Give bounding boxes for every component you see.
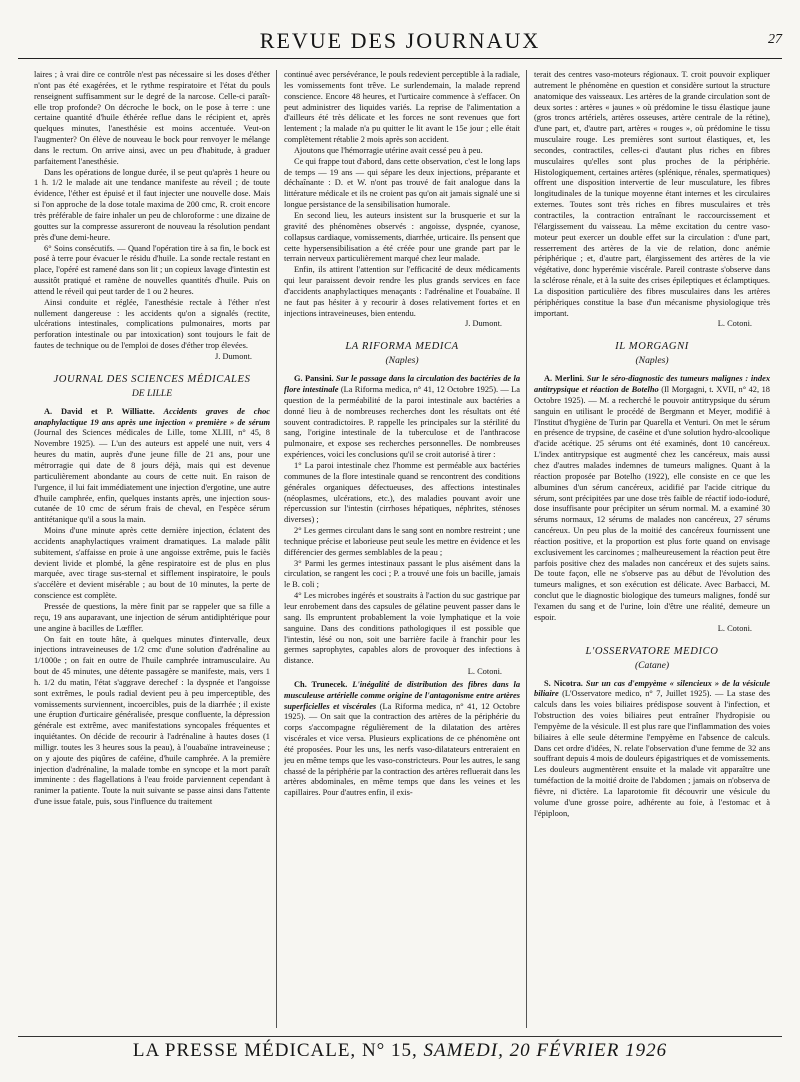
article-title: L'inégalité de distribution des fibres dans la musculeuse artérielle comme origine de l'antagonisme entre artères superficielles et viscérales bbox=[284, 679, 520, 711]
footer-date: SAMEDI, 20 FÉVRIER 1926 bbox=[423, 1040, 668, 1061]
article-title: Sur le passage dans la circulation des bactéries de la flore intestinale bbox=[284, 374, 520, 395]
paragraph: terait des centres vaso-moteurs régionaux. T. croit pouvoir expliquer autrement le phénomène en question et considère surtout la structure anatomique des vaisseaux. Les artères de la grande circulation sont de deux sortes : artères « jaunes » où prédomine le tissu élastique jaune (gros troncs artériels, artères osseuses, artère centrale de la rétine), d'une part, et, d'autre part, artères « rouges », où prédomine le tissu musculaire rouge. Les premières sont surtout élastiques, et, les secondes, contractiles, celles-ci d'autant plus riches en fibres musculaires qu'elles sont plus proches de la périphérie. Histologiquement, certaines artères (splénique, rénales, spermatiques) offrent une disposition intervertie de leur musculature, les fibres longitudinales de la tunique moyenne étant internes et les circulaires externes. Toutes sont très riches en fibres musculaires et très contractiles, la contraction entraînant le raccourcissement et l'élargissement du vaisseau. La même excitation du centre vaso-moteur peut exercer un double effet sur la circulation : d'une part, resserrement des artères de la vie de relation, donc anémie périphérique ; et, d'autre part, élargissement des artères de la vie végétative, donc hyperémie viscérale. Pareil contraste s'observe dans la sclérose rénale, et à la suite des crises épileptiques et éclamptiques. La disposition particulière des fibres musculaires dans les artères périphériques constitue la base d'un mécanisme physiologique très important. bbox=[534, 70, 770, 318]
article-columns bbox=[34, 70, 770, 1028]
paragraph: En second lieu, les auteurs insistent sur la brusquerie et sur la gravité des phénomènes observés : angoisse, dyspnée, cyanose, collapsus cardiaque, vomissements, diarrhée, urticaire. Ils pensent que cette hypersensibilisation a été créée pour une grande part par le terrain nerveux particulièrement marqué chez leur malade. bbox=[284, 210, 520, 264]
journal-heading: JOURNAL DES SCIENCES MÉDICALES bbox=[53, 373, 251, 385]
conclusion-item: 4° Les microbes ingérés et soustraits à l'action du suc gastrique par leur enrobement dans des capsules de gélatine peuvent passer dans le sang. Ils empruntent probablement la voie lymphatique et la voie sanguine. Dans des conditions pathologiques il est possible que l'intestin, lésé ou non, soit une barrière facile à franchir pour les germes saprophytes, capables alors de provoquer des infections à distance. bbox=[284, 591, 520, 666]
article-title: Accidents graves de choc anaphylactique 19 ans après une injection « première » de sérum bbox=[34, 406, 270, 427]
author-signature: L. Cotoni. bbox=[717, 319, 752, 329]
article-body: (La Riforma medica, n° 41, 12 Octobre 1925). — La question de la perméabilité de la paroi intestinale aux bactéries a donné lieu à de nombreuses recherches dont les résultats ont été souvent contradictoires. P. rappelle les principales sur la stérilité du sang, l'origine intestinale de la tuberculose et de l'anthracose pulmonaire, et expose ses recherches personnelles. De nombreuses expériences, voici les conclusions qu'il se croit autorisé à tirer : bbox=[284, 385, 520, 460]
page-header bbox=[18, 24, 782, 56]
article-title: Sur un cas d'empyème « silencieux » de la vésicule biliaire bbox=[534, 678, 770, 699]
paragraph: Ainsi conduite et réglée, l'anesthésie rectale à l'éther n'est nullement dangereuse : les accidents qu'on a signalés (rectite, ulcérations intestinales, complications pulmonaires, morts par perforation intestinale ou par intoxication) sont toujours le fait de fautes de technique ou de l'emploi de doses d'éther trop élevées. bbox=[34, 297, 270, 351]
footer-rule bbox=[18, 1036, 782, 1037]
paragraph: Enfin, ils attirent l'attention sur l'efficacité de deux médicaments qui leur paraissent devoir rendre les plus grands services en face d'accidents anaphylactiques menaçants : l'adrénaline et l'ouabaïne. Il ne faut pas hésiter à y recourir à doses relativement fortes et en injections intraveineuses, bien entendu. bbox=[284, 265, 520, 318]
paragraph: 6° Soins consécutifs. — Quand l'opération tire à sa fin, le bock est posé à terre pour évacuer le résidu d'huile. La sonde rectale restant en place, l'opéré est ramené dans son lit ; un copieux lavage d'intestin est aussitôt pratiqué et ramène de nouvelles quantités d'huile. Puis on attend le réveil qui peut tarder de 1 ou 2 heures. bbox=[34, 243, 270, 296]
article-abstract bbox=[34, 407, 270, 526]
article-authors: S. Nicotra. bbox=[544, 678, 583, 688]
article-abstract bbox=[534, 374, 770, 623]
paragraph: Ajoutons que l'hémorragie utérine avait cessé peu à peu. bbox=[294, 145, 483, 155]
column-2 bbox=[284, 70, 520, 1028]
article-body: (L'Osservatore medico, n° 7, Juillet 1925). — La stase des calculs dans les voies biliaires prédispose souvent à l'infection, et l'obstruction des voies biliaires peut entraîner l'hydropisie ou l'empyème de la vésicule. Il est plus rare que l'inflammation des voies biliaires à elle seule détermine l'empyème en l'absence de calculs. Dans cet ordre d'idées, N. relate l'observation d'une femme de 32 ans souffrant depuis 4 mois de douleurs épigastriques et de vomissements. Les douleurs augmentèrent ensuite et la malade vit apparaître une tuméfaction de la moitié droite de l'abdomen ; jamais on n'observa de fièvre, ni d'ictère. La laparotomie fit découvrir une vésicule du volume d'une grosse poire, adhérente au foie, à l'estomac et à l'épiploon, bbox=[534, 689, 770, 818]
article-title: Sur le séro-diagnostic des tumeurs malignes : index antitrypsique et réaction de Botelho bbox=[534, 374, 770, 395]
paragraph: Pressée de questions, la mère finit par se rappeler que sa fille a reçu, 19 ans auparavant, une injection de sérum antidiphtérique pour une angine à bacilles de Lœffler. bbox=[34, 601, 270, 633]
article-authors: G. Pansini. bbox=[294, 374, 334, 384]
journal-heading: L'OSSERVATORE MEDICO bbox=[585, 645, 719, 657]
journal-city: (Naples) bbox=[635, 355, 669, 367]
footer-journal: LA PRESSE MÉDICALE, bbox=[132, 1040, 357, 1061]
article-authors: A. Merlini. bbox=[544, 374, 584, 384]
conclusion-item: 3° Parmi les germes intestinaux passant le plus aisément dans la circulation, se rangent les coci ; P. a trouvé une fois un bacille, jamais le B. coli ; bbox=[284, 558, 520, 590]
author-signature: J. Dumont. bbox=[465, 319, 502, 329]
article-authors: Ch. Trunecek. bbox=[294, 679, 348, 689]
author-signature: L. Cotoni. bbox=[467, 667, 502, 677]
paragraph: Moins d'une minute après cette dernière injection, éclatent des accidents anaphylactiques vraiment dramatiques. La malade pâlit subitement, s'affaisse en proie à une angoisse extrême, puis le faciès devient livide et plombé, la gêne respiratoire est de plus en plus marquée, avec tirage sus-sternal et sifflement inspiratoire, le pouls s'accélère et devient misérable ; au bout de 10 minutes, la perte de conscience est complète. bbox=[34, 526, 270, 601]
running-title: REVUE DES JOURNAUX bbox=[259, 28, 541, 53]
page-number: 27 bbox=[768, 32, 782, 47]
paragraph: laires ; à vrai dire ce contrôle n'est pas nécessaire si les doses d'éther n'ont pas été exagérées, et le rythme respiratoire et l'état du pouls renseignent suffisamment sur le degré de la narcose. Celle-ci paraît-elle trop profonde? On décroche le bock, on le pose à terre : une certaine quantité d'huile éthérée reflue dans le récipient et, après quelques minutes, l'anesthésie est moins accentuée. Veut-on l'augmenter? On élève de nouveau le bock pour renvoyer le mélange dans le rectum. On arrive ainsi, avec un peu d'habitude, à graduer parfaitement l'anesthésie. bbox=[34, 70, 270, 166]
author-signature: L. Cotoni. bbox=[717, 623, 752, 633]
page-footer bbox=[0, 1040, 800, 1062]
column-3 bbox=[534, 70, 770, 1028]
paragraph: On fait en toute hâte, à quelques minutes d'intervalle, deux injections intraveineuses de 1/2 cmc d'une solution d'adrénaline au 1/1000e ; on fait en outre de l'huile camphrée intramusculaire. Au bout de 45 minutes, une détente passagère se manifeste, mais, vers 1 h. 1/2 du matin, l'état s'aggrave derechef : la dyspnée et l'angoisse sont extrêmes, le pouls radial devient peu à peu imperceptible, des vomissements surviennent, incoercibles, puis de la diarrhée ; il existe une éruption d'urticaire généralisée, presque confluente, la dépression générale est extrême, avec manifestations syncopales fréquentes et inquiétantes. On décide de recourir à l'adrénaline à hautes doses (1 milligr. toutes les 3 heures sous la peau), à l'ouabaïne intraveineuse ; on y ajoute des piqûres de caféine, d'huile camphrée. A la première injection d'adrénaline, la malade tombe en syncope et la mort paraît imminente : des flagellations à l'eau froide parviennent cependant à ranimer la patiente. Toute la nuit suivante se passe ainsi dans l'attente d'une issue fatale, puis, sous l'influence du traitement bbox=[34, 634, 270, 807]
article-authors: A. David et P. Williatte. bbox=[44, 406, 155, 416]
author-signature: J. Dumont. bbox=[215, 351, 252, 361]
article-abstract bbox=[284, 680, 520, 799]
journal-city: (Catane) bbox=[634, 659, 670, 671]
article-body: (Journal des Sciences médicales de Lille, tome XLIII, n° 45, 8 Novembre 1925). — L'un des auteurs est appelé une nuit, vers 4 heures du matin, auprès d'une jeune fille de 21 ans, pour une métrorragie qui date de 8 jours déjà, mais qui est devenue particulièrement abondante au cours de cette nuit. En raison de l'urgence, il lui fait immédiatement une injection d'ergotine, une autre d'huile camphrée, enfin, quelques instants après, une injection sous-cutanée de 10 cmc de sérum frais de cheval, en l'espèce sérum antitétanique qu'il a sous la main. bbox=[34, 428, 270, 525]
journal-city: (Naples) bbox=[385, 355, 419, 367]
paragraph: Dans les opérations de longue durée, il se peut qu'après 1 heure ou 1 h. 1/2 le malade ait une tendance manifeste au réveil ; de toute évidence, l'éther est épuisé et il faut injecter une nouvelle dose. Mais si l'on approche de la dose totale maxima de 200 cmc, R. croit encore très préférable de faire inhaler un peu de chloroforme : une dizaine de gouttes sur la compresse assureront de nouveau la résolution pendant près d'une demi-heure. bbox=[34, 167, 270, 242]
column-1 bbox=[34, 70, 270, 1028]
journal-heading: IL MORGAGNI bbox=[615, 341, 689, 353]
article-body: (Il Morgagni, t. XVII, n° 42, 18 Octobre 1925). — M. a recherché le pouvoir antitrypsique du sérum sanguin en utilisant le procédé de Bergmann et Meyer, modifié à l'Institut d'hygiène de Turin par Quarella et Venturi. On met le sérum en présence de trypsine, de caséine et d'une solution hydro-alcoolique d'acide acétique. 25 sérums ont été examinés, dont 10 cancéreux. L'index antitrypsique est augmenté chez les cancéreux, mais aussi chez d'autres malades indemnes de tumeurs malignes. Quant à la réaction proposée par Botelho (1922), elle consiste en ce que les albumines d'un sérum cancéreux, acidifié par l'acide citrique du sérum, sont précipitées par une dose très faible de réactif iodo-ioduré, dose insuffisante pour précipiter un sérum normal. M. a examiné 30 sérums normaux, 12 sérums de malades non cancéreux, 27 sérums cancéreux. Un peu plus de la moitié des cancéreux fournissent une réaction positive, et la proportion est plus forte quand on envisage exclusivement les carcinomes ; malheureusement la réaction peut être parfois positive chez des malades non cancéreux et des sujets sains. De toute façon, elle ne s'observe pas au début de l'évolution des tumeurs malignes, et son exécution est délicate. Avec Barbacci, M. conclut que le diagnostic biologique des tumeurs malignes, fondé sur l'examen du sang et de l'urine, loin d'être une réalité, demeure un espoir. bbox=[534, 385, 770, 622]
header-rule bbox=[18, 58, 782, 59]
footer-issue: N° 15, bbox=[361, 1040, 418, 1061]
paragraph: continué avec persévérance, le pouls redevient perceptible à la radiale, les vomissements font trêve. Le surlendemain, la malade reprend conscience. Encore 48 heures, et l'urticaire commence à s'effacer. On peut administrer des liquides variés. La reprise de l'alimentation a d'ailleurs été très délicate et les forces ne sont revenues que fort lentement ; la malade n'a pu quitter le lit avant le 15e jour ; elle était complètement rétablie 2 mois après son accident. bbox=[284, 70, 520, 145]
article-abstract bbox=[284, 374, 520, 461]
conclusion-item: 2° Les germes circulant dans le sang sont en nombre restreint ; une technique précise et laborieuse peut seule les mettre en évidence et les différencier des germes semblables de la peau ; bbox=[284, 526, 520, 557]
article-abstract bbox=[534, 679, 770, 820]
article-body: (La Riforma medica, n° 41, 12 Octobre 1925). — On sait que la contraction des artères de la périphérie du corps s'accompagne régulièrement de la dilatation des artères viscérales et vice versa. Plusieurs explications de ce phénomène ont été proposées. Pour les uns, les nerfs vaso-dilatateurs entreraient en jeu en même temps que les vaso-constricteurs. Pour les autres, le sang chassé de la périphérie par la contraction des artères refluerait dans les artères abdominales, en même temps que dans les veines et les capillaires. Pour d'autres enfin, il exis- bbox=[284, 701, 520, 798]
conclusion-item: 1° La paroi intestinale chez l'homme est perméable aux bactéries communes de la flore intestinale quand se rencontrent des conditions générales organiques défectueuses, des affections intestinales (néoplasmes, ulcérations, etc.), des maladies pouvant avoir une répercussion sur l'intestin (cirrhoses hépatiques, néphrites, sténoses diverses) ; bbox=[284, 461, 520, 525]
journal-heading: LA RIFORMA MEDICA bbox=[345, 341, 459, 353]
paragraph: Ce qui frappe tout d'abord, dans cette observation, c'est le long laps de temps — 19 ans — qui sépare les deux injections, préparante et déchaînante : D. et W. n'ont pas trouvé de fait analogue dans la littérature médicale et ils ne croient pas qu'on ait jamais signalé une si longue persistance de la sensibilisation humorale. bbox=[284, 156, 520, 210]
journal-city: DE LILLE bbox=[131, 387, 173, 399]
